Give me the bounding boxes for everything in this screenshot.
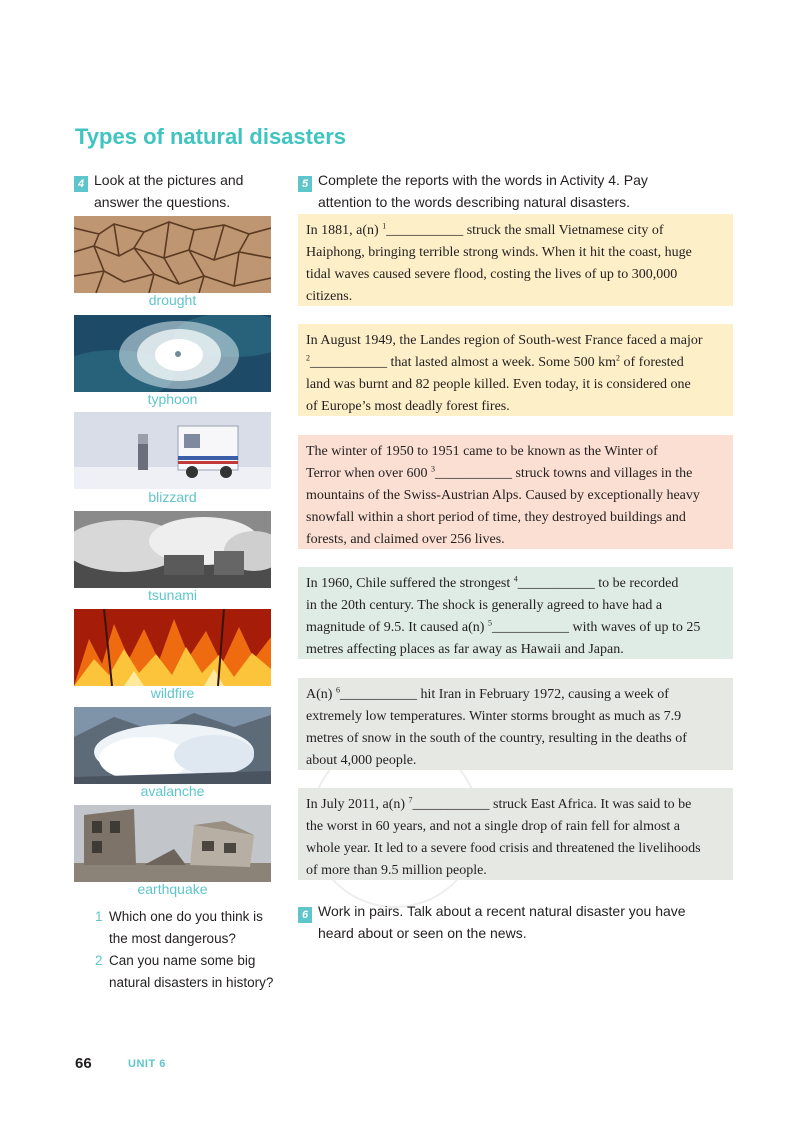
report-text: Haiphong, bringing terrible strong winds. When it hit the coast, huge bbox=[306, 245, 692, 260]
question-text: natural disasters in history? bbox=[109, 975, 274, 990]
superscript: 2 bbox=[616, 353, 621, 363]
report-text: in the 20th century. The shock is generally agreed to have had a bbox=[306, 598, 663, 613]
report-text: of more than 9.5 million people. bbox=[306, 863, 487, 878]
report-text: ___________ struck the small Vietnamese city of bbox=[386, 223, 664, 238]
report-text: ___________ to be recorded bbox=[517, 576, 679, 591]
report-text: magnitude of 9.5. It caused a(n) bbox=[306, 620, 488, 635]
caption-avalanche: avalanche bbox=[140, 783, 205, 799]
report-3 bbox=[298, 435, 733, 549]
blank-number: 1 bbox=[382, 221, 387, 231]
activity-6-instruction bbox=[318, 900, 686, 944]
instruction-line: Look at the pictures and bbox=[94, 172, 244, 188]
report-text: ___________ that lasted almost a week. Some 500 km bbox=[310, 355, 617, 370]
activity-5-number: 5 bbox=[298, 176, 312, 192]
blank-number: 6 bbox=[335, 685, 340, 695]
instruction-line: answer the questions. bbox=[94, 194, 231, 210]
activity-4-number: 4 bbox=[74, 176, 88, 192]
instruction-line: Complete the reports with the words in Activity 4. Pay bbox=[318, 172, 648, 188]
earthquake-photo bbox=[74, 805, 271, 882]
caption-tsunami: tsunami bbox=[147, 587, 198, 603]
caption-earthquake: earthquake bbox=[137, 881, 208, 897]
report-text: metres affecting places as far away as Hawaii and Japan. bbox=[306, 642, 624, 657]
report-text: ___________ struck East Africa. It was said to be bbox=[412, 797, 692, 812]
question-number: 1 bbox=[95, 909, 103, 924]
blank-number: 5 bbox=[487, 618, 492, 628]
report-2 bbox=[298, 324, 733, 416]
report-text: land was burnt and 82 people killed. Even today, it is considered one bbox=[306, 377, 691, 392]
activity-6-number: 6 bbox=[298, 907, 312, 923]
report-1 bbox=[298, 214, 733, 306]
report-text: tidal waves caused severe flood, costing the lives of up to 300,000 bbox=[306, 267, 678, 282]
report-5 bbox=[298, 678, 733, 770]
report-text: ___________ hit Iran in February 1972, causing a week of bbox=[339, 687, 669, 702]
instruction-line: Work in pairs. Talk about a recent natural disaster you have bbox=[318, 903, 686, 919]
question-1 bbox=[95, 906, 295, 950]
instruction-line: heard about or seen on the news. bbox=[318, 925, 527, 941]
question-text: Which one do you think is bbox=[109, 909, 263, 924]
blank-number: 4 bbox=[513, 574, 518, 584]
report-text: In 1960, Chile suffered the strongest bbox=[306, 576, 514, 591]
caption-blizzard: blizzard bbox=[148, 489, 197, 505]
unit-label: UNIT 6 bbox=[128, 1058, 166, 1070]
report-text: Terror when over 600 bbox=[306, 466, 431, 481]
blizzard-photo bbox=[74, 412, 271, 489]
report-text: In 1881, a(n) bbox=[306, 223, 383, 238]
activity-4-instruction bbox=[94, 169, 243, 213]
report-text: metres of snow in the south of the country, resulting in the deaths of bbox=[306, 731, 687, 746]
caption-wildfire: wildfire bbox=[150, 685, 195, 701]
blank-number: 7 bbox=[408, 795, 413, 805]
activity-5-instruction bbox=[318, 169, 648, 213]
report-text: of forested bbox=[620, 355, 684, 370]
report-text: about 4,000 people. bbox=[306, 753, 417, 768]
report-text: In August 1949, the Landes region of South-west France faced a major bbox=[306, 333, 703, 348]
question-number: 2 bbox=[95, 953, 103, 968]
report-4 bbox=[298, 567, 733, 659]
wildfire-photo bbox=[74, 609, 271, 686]
report-text: whole year. It led to a severe food crisis and threatened the livelihoods bbox=[306, 841, 701, 856]
instruction-line: attention to the words describing natural disasters. bbox=[318, 194, 631, 210]
report-text: ___________ with waves of up to 25 bbox=[491, 620, 701, 635]
report-text: forests, and claimed over 256 lives. bbox=[306, 532, 505, 547]
report-6 bbox=[298, 788, 733, 880]
report-text: of Europe’s most deadly forest fires. bbox=[306, 399, 510, 414]
page-number: 66 bbox=[75, 1055, 92, 1072]
report-text: extremely low temperatures. Winter storms brought as much as 7.9 bbox=[306, 709, 682, 724]
drought-photo bbox=[74, 216, 271, 293]
caption-typhoon: typhoon bbox=[147, 391, 198, 407]
report-text: snowfall within a short period of time, they destroyed buildings and bbox=[306, 510, 686, 525]
report-text: In July 2011, a(n) bbox=[306, 797, 409, 812]
question-2 bbox=[95, 950, 295, 994]
report-text: citizens. bbox=[306, 289, 353, 304]
question-text: Can you name some big bbox=[109, 953, 256, 968]
typhoon-photo bbox=[74, 315, 271, 392]
caption-drought: drought bbox=[148, 292, 197, 308]
page-title: Types of natural disasters bbox=[75, 124, 347, 149]
question-text: the most dangerous? bbox=[109, 931, 236, 946]
blank-number: 2 bbox=[306, 353, 310, 363]
report-text: The winter of 1950 to 1951 came to be known as the Winter of bbox=[306, 444, 658, 459]
report-text: mountains of the Swiss-Austrian Alps. Caused by exceptionally heavy bbox=[306, 488, 700, 503]
report-text: the worst in 60 years, and not a single drop of rain fell for almost a bbox=[306, 819, 681, 834]
report-text: ___________ struck towns and villages in the bbox=[434, 466, 693, 481]
blank-number: 3 bbox=[430, 464, 435, 474]
report-text: A(n) bbox=[306, 687, 336, 702]
avalanche-photo bbox=[74, 707, 271, 784]
tsunami-photo bbox=[74, 511, 271, 588]
